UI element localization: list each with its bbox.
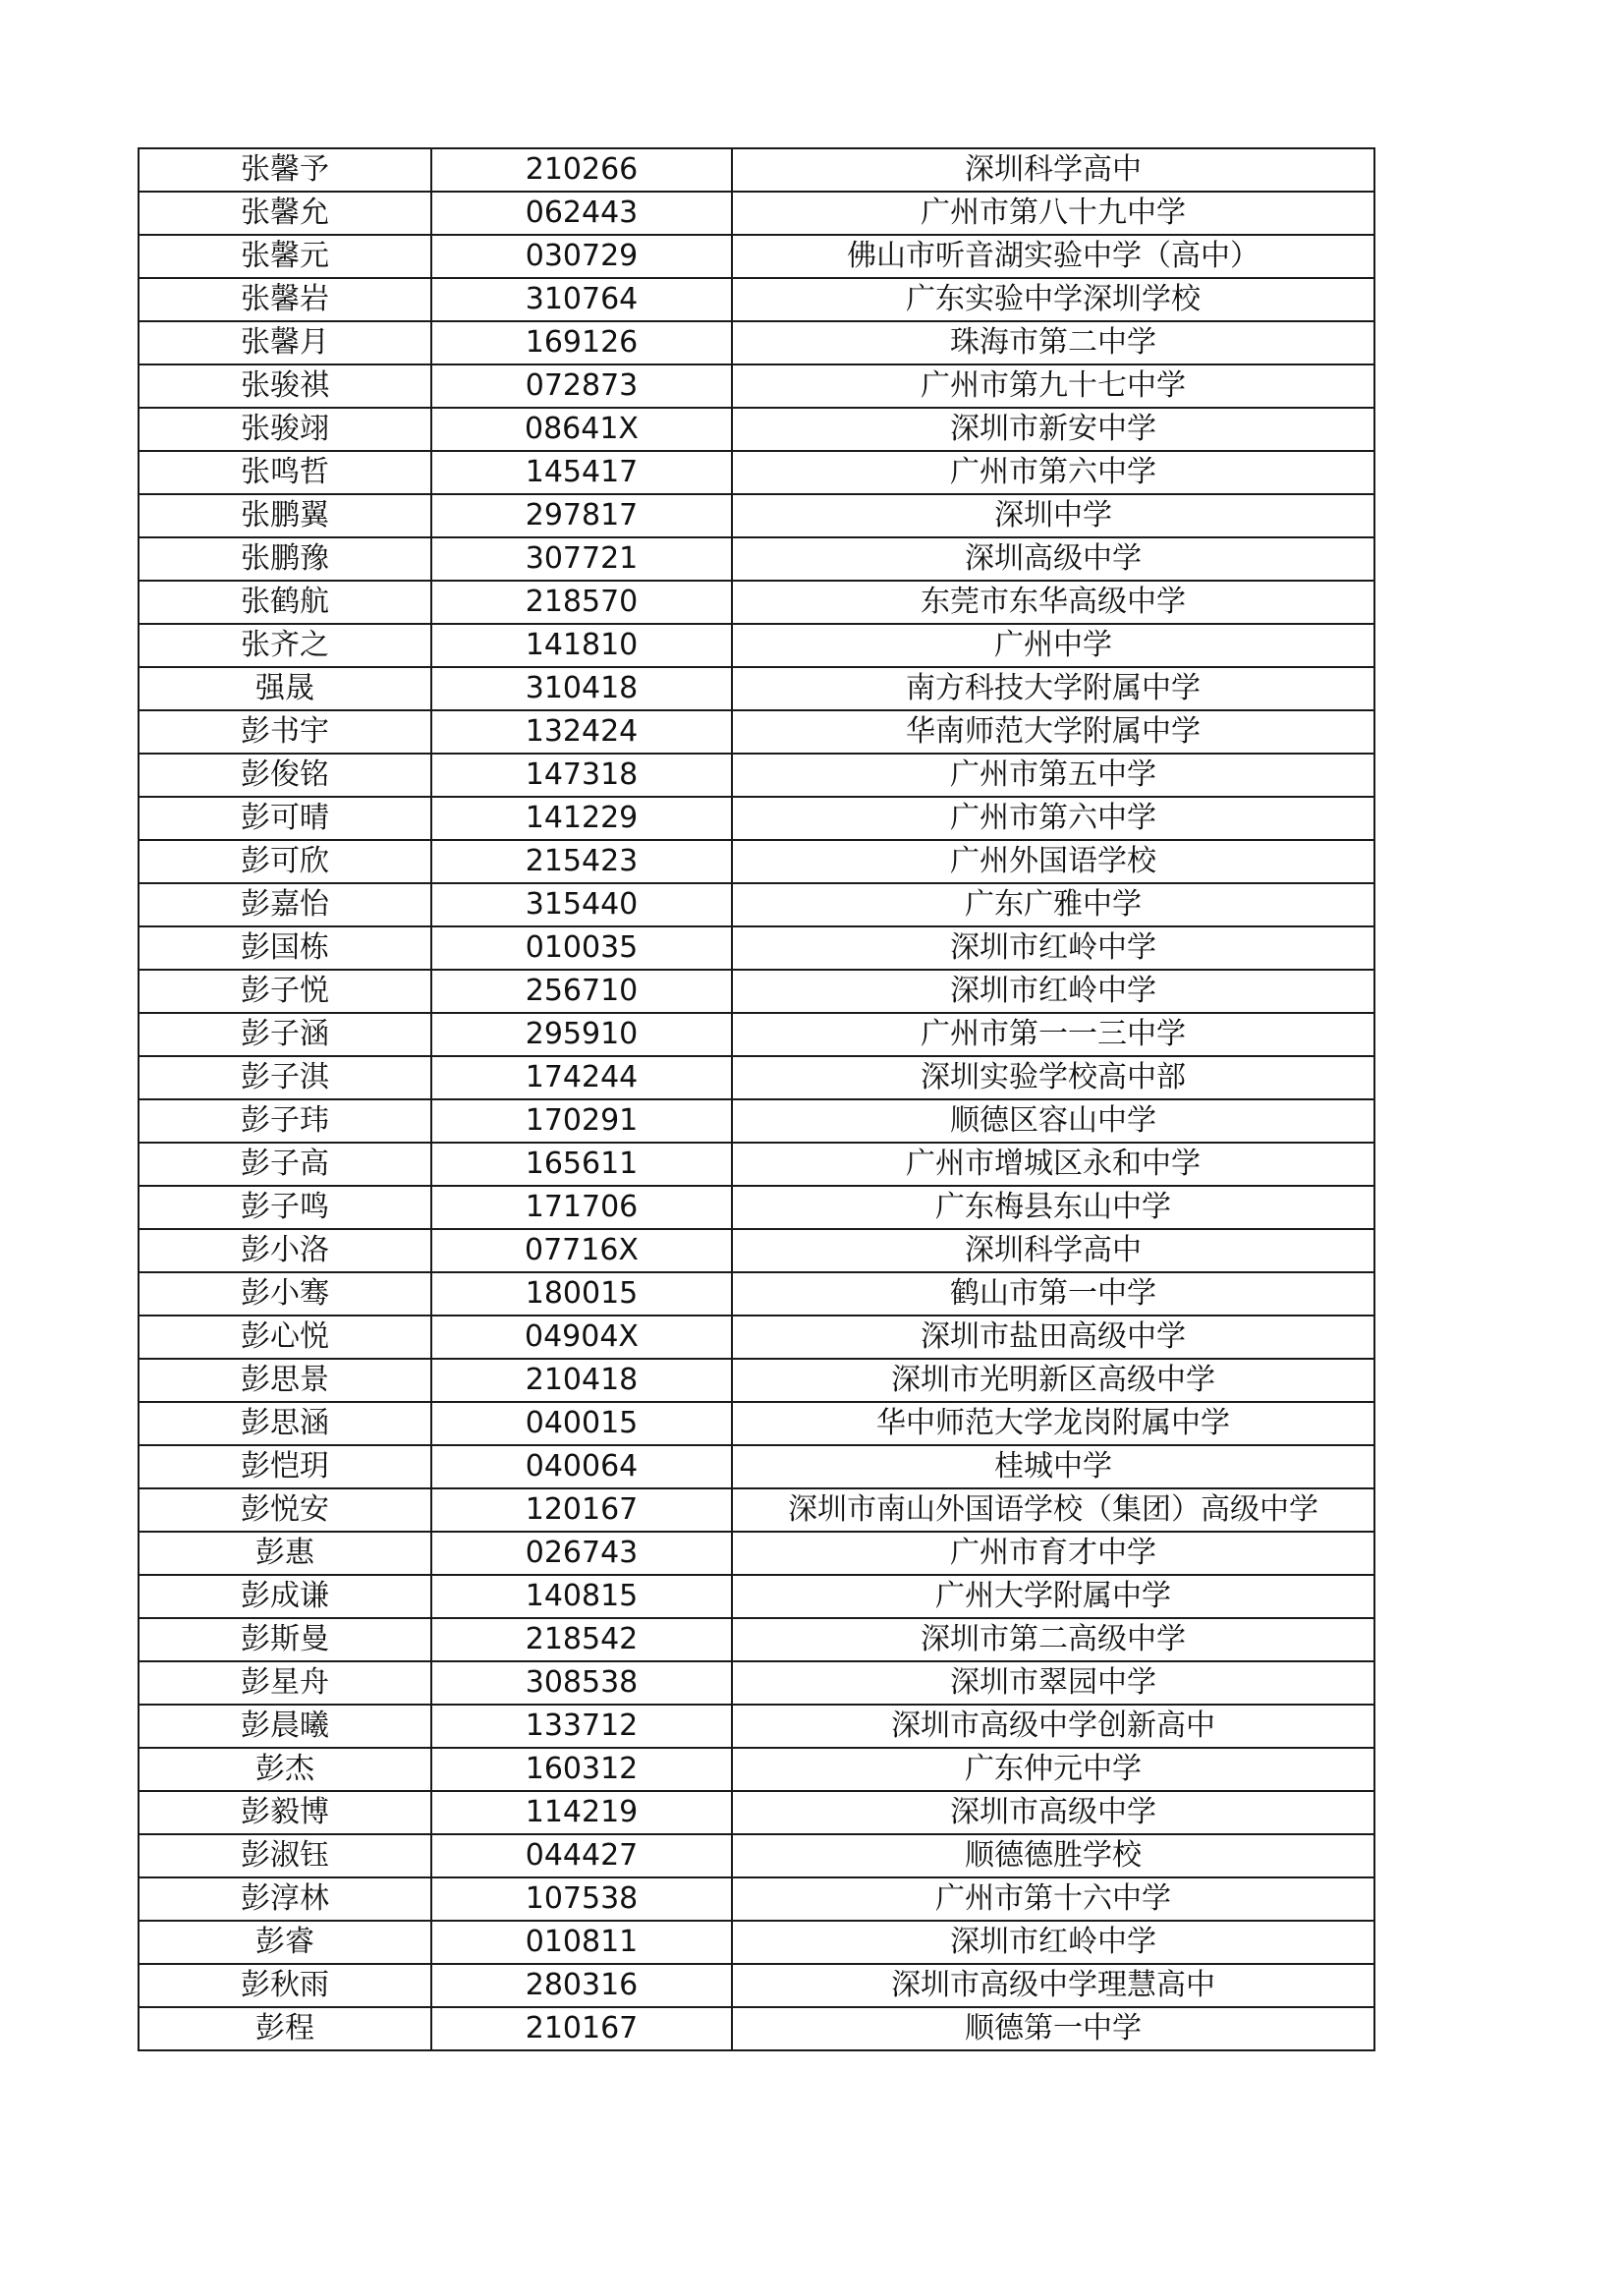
student-id-cell: 132424: [431, 710, 732, 754]
table-row: [139, 1099, 1374, 1143]
school-name-cell: 广州市第五中学: [732, 754, 1374, 797]
school-name-cell: 广东广雅中学: [732, 883, 1374, 926]
school-name-cell: 深圳实验学校高中部: [732, 1056, 1374, 1099]
student-id-cell: 040064: [431, 1445, 732, 1488]
table-row: [139, 1229, 1374, 1272]
student-id-cell: 010811: [431, 1921, 732, 1964]
student-id-cell: 114219: [431, 1791, 732, 1834]
table-row: [139, 494, 1374, 537]
student-id-cell: 165611: [431, 1143, 732, 1186]
table-row: [139, 537, 1374, 581]
student-name-cell: 彭思涵: [139, 1402, 431, 1445]
student-name-cell: 彭程: [139, 2007, 431, 2050]
student-id-cell: 04904X: [431, 1316, 732, 1359]
student-name-cell: 彭可晴: [139, 797, 431, 840]
student-name-cell: 强晟: [139, 667, 431, 710]
school-name-cell: 深圳市光明新区高级中学: [732, 1359, 1374, 1402]
student-name-cell: 彭恺玥: [139, 1445, 431, 1488]
student-name-cell: 张鹏翼: [139, 494, 431, 537]
school-name-cell: 深圳市高级中学创新高中: [732, 1705, 1374, 1748]
student-id-cell: 030729: [431, 235, 732, 278]
student-id-cell: 174244: [431, 1056, 732, 1099]
student-roster-table: [138, 147, 1375, 2051]
student-name-cell: 张鸣哲: [139, 451, 431, 494]
student-name-cell: 彭子高: [139, 1143, 431, 1186]
school-name-cell: 广州市第一一三中学: [732, 1013, 1374, 1056]
student-id-cell: 215423: [431, 840, 732, 883]
student-id-cell: 026743: [431, 1532, 732, 1575]
school-name-cell: 深圳市南山外国语学校（集团）高级中学: [732, 1488, 1374, 1532]
student-name-cell: 彭子淇: [139, 1056, 431, 1099]
student-id-cell: 107538: [431, 1877, 732, 1921]
table-row: [139, 1921, 1374, 1964]
school-name-cell: 深圳市高级中学: [732, 1791, 1374, 1834]
school-name-cell: 深圳市红岭中学: [732, 926, 1374, 970]
student-name-cell: 张鹏豫: [139, 537, 431, 581]
table-row: [139, 1575, 1374, 1618]
student-name-cell: 彭睿: [139, 1921, 431, 1964]
student-name-cell: 彭惠: [139, 1532, 431, 1575]
student-id-cell: 210418: [431, 1359, 732, 1402]
table-row: [139, 926, 1374, 970]
table-row: [139, 2007, 1374, 2050]
school-name-cell: 顺德第一中学: [732, 2007, 1374, 2050]
school-name-cell: 深圳科学高中: [732, 1229, 1374, 1272]
student-id-cell: 044427: [431, 1834, 732, 1877]
table-row: [139, 1445, 1374, 1488]
student-id-cell: 295910: [431, 1013, 732, 1056]
school-name-cell: 广州市第九十七中学: [732, 364, 1374, 408]
table-row: [139, 1359, 1374, 1402]
student-id-cell: 140815: [431, 1575, 732, 1618]
table-row: [139, 883, 1374, 926]
student-name-cell: 彭可欣: [139, 840, 431, 883]
student-id-cell: 147318: [431, 754, 732, 797]
table-row: [139, 148, 1374, 192]
student-id-cell: 133712: [431, 1705, 732, 1748]
student-id-cell: 180015: [431, 1272, 732, 1316]
table-row: [139, 624, 1374, 667]
student-id-cell: 256710: [431, 970, 732, 1013]
school-name-cell: 南方科技大学附属中学: [732, 667, 1374, 710]
school-name-cell: 深圳市翠园中学: [732, 1661, 1374, 1705]
student-name-cell: 彭书宇: [139, 710, 431, 754]
student-name-cell: 彭俊铭: [139, 754, 431, 797]
school-name-cell: 深圳市新安中学: [732, 408, 1374, 451]
school-name-cell: 广州市第十六中学: [732, 1877, 1374, 1921]
school-name-cell: 深圳中学: [732, 494, 1374, 537]
student-name-cell: 彭淑钰: [139, 1834, 431, 1877]
table-row: [139, 1705, 1374, 1748]
school-name-cell: 深圳市红岭中学: [732, 1921, 1374, 1964]
student-name-cell: 张鹤航: [139, 581, 431, 624]
student-name-cell: 彭小洛: [139, 1229, 431, 1272]
school-name-cell: 广州外国语学校: [732, 840, 1374, 883]
table-row: [139, 1532, 1374, 1575]
school-name-cell: 深圳科学高中: [732, 148, 1374, 192]
table-row: [139, 581, 1374, 624]
student-name-cell: 彭嘉怡: [139, 883, 431, 926]
student-name-cell: 彭子鸣: [139, 1186, 431, 1229]
student-id-cell: 062443: [431, 192, 732, 235]
school-name-cell: 广东梅县东山中学: [732, 1186, 1374, 1229]
student-name-cell: 彭悦安: [139, 1488, 431, 1532]
school-name-cell: 广州市增城区永和中学: [732, 1143, 1374, 1186]
student-name-cell: 彭思景: [139, 1359, 431, 1402]
student-name-cell: 彭国栋: [139, 926, 431, 970]
school-name-cell: 珠海市第二中学: [732, 321, 1374, 364]
student-id-cell: 07716X: [431, 1229, 732, 1272]
student-id-cell: 210266: [431, 148, 732, 192]
student-name-cell: 彭星舟: [139, 1661, 431, 1705]
table-row: [139, 754, 1374, 797]
student-name-cell: 彭杰: [139, 1748, 431, 1791]
table-row: [139, 451, 1374, 494]
student-id-cell: 040015: [431, 1402, 732, 1445]
table-row: [139, 1618, 1374, 1661]
school-name-cell: 广州市育才中学: [732, 1532, 1374, 1575]
student-id-cell: 169126: [431, 321, 732, 364]
school-name-cell: 广州市第六中学: [732, 451, 1374, 494]
student-name-cell: 彭毅博: [139, 1791, 431, 1834]
student-name-cell: 彭斯曼: [139, 1618, 431, 1661]
school-name-cell: 深圳高级中学: [732, 537, 1374, 581]
student-id-cell: 141810: [431, 624, 732, 667]
student-name-cell: 张馨予: [139, 148, 431, 192]
student-name-cell: 张馨岩: [139, 278, 431, 321]
table-row: [139, 192, 1374, 235]
table-row: [139, 710, 1374, 754]
table-row: [139, 1748, 1374, 1791]
student-id-cell: 308538: [431, 1661, 732, 1705]
school-name-cell: 广东实验中学深圳学校: [732, 278, 1374, 321]
table-row: [139, 1186, 1374, 1229]
table-row: [139, 235, 1374, 278]
table-row: [139, 364, 1374, 408]
school-name-cell: 华中师范大学龙岗附属中学: [732, 1402, 1374, 1445]
table-row: [139, 278, 1374, 321]
student-id-cell: 08641X: [431, 408, 732, 451]
school-name-cell: 桂城中学: [732, 1445, 1374, 1488]
school-name-cell: 深圳市第二高级中学: [732, 1618, 1374, 1661]
student-id-cell: 210167: [431, 2007, 732, 2050]
table-row: [139, 1272, 1374, 1316]
school-name-cell: 广东仲元中学: [732, 1748, 1374, 1791]
student-id-cell: 171706: [431, 1186, 732, 1229]
school-name-cell: 广州大学附属中学: [732, 1575, 1374, 1618]
student-name-cell: 张骏翊: [139, 408, 431, 451]
student-id-cell: 218570: [431, 581, 732, 624]
student-name-cell: 彭成谦: [139, 1575, 431, 1618]
table-row: [139, 1661, 1374, 1705]
student-name-cell: 彭晨曦: [139, 1705, 431, 1748]
school-name-cell: 深圳市高级中学理慧高中: [732, 1964, 1374, 2007]
student-id-cell: 307721: [431, 537, 732, 581]
table-row: [139, 1013, 1374, 1056]
student-id-cell: 010035: [431, 926, 732, 970]
student-id-cell: 297817: [431, 494, 732, 537]
school-name-cell: 佛山市听音湖实验中学（高中）: [732, 235, 1374, 278]
table-row: [139, 797, 1374, 840]
student-name-cell: 彭子涵: [139, 1013, 431, 1056]
school-name-cell: 广州市第八十九中学: [732, 192, 1374, 235]
student-id-cell: 170291: [431, 1099, 732, 1143]
student-name-cell: 彭秋雨: [139, 1964, 431, 2007]
school-name-cell: 东莞市东华高级中学: [732, 581, 1374, 624]
school-name-cell: 顺德德胜学校: [732, 1834, 1374, 1877]
table-row: [139, 1056, 1374, 1099]
table-row: [139, 321, 1374, 364]
table-row: [139, 408, 1374, 451]
student-name-cell: 彭子悦: [139, 970, 431, 1013]
table-row: [139, 667, 1374, 710]
student-name-cell: 彭心悦: [139, 1316, 431, 1359]
school-name-cell: 深圳市红岭中学: [732, 970, 1374, 1013]
table-row: [139, 1316, 1374, 1359]
student-name-cell: 彭小骞: [139, 1272, 431, 1316]
student-id-cell: 310764: [431, 278, 732, 321]
school-name-cell: 深圳市盐田高级中学: [732, 1316, 1374, 1359]
student-id-cell: 072873: [431, 364, 732, 408]
table-row: [139, 1877, 1374, 1921]
school-name-cell: 广州市第六中学: [732, 797, 1374, 840]
student-id-cell: 160312: [431, 1748, 732, 1791]
table-row: [139, 1791, 1374, 1834]
student-id-cell: 145417: [431, 451, 732, 494]
table-row: [139, 840, 1374, 883]
school-name-cell: 鹤山市第一中学: [732, 1272, 1374, 1316]
roster-body: [139, 148, 1374, 2050]
school-name-cell: 广州中学: [732, 624, 1374, 667]
table-row: [139, 1402, 1374, 1445]
student-id-cell: 141229: [431, 797, 732, 840]
student-name-cell: 彭淳林: [139, 1877, 431, 1921]
student-name-cell: 张齐之: [139, 624, 431, 667]
table-row: [139, 1964, 1374, 2007]
student-name-cell: 张骏祺: [139, 364, 431, 408]
student-name-cell: 张馨允: [139, 192, 431, 235]
student-id-cell: 315440: [431, 883, 732, 926]
student-name-cell: 彭子玮: [139, 1099, 431, 1143]
table-row: [139, 1834, 1374, 1877]
student-id-cell: 310418: [431, 667, 732, 710]
student-name-cell: 张馨元: [139, 235, 431, 278]
student-name-cell: 张馨月: [139, 321, 431, 364]
school-name-cell: 顺德区容山中学: [732, 1099, 1374, 1143]
school-name-cell: 华南师范大学附属中学: [732, 710, 1374, 754]
student-id-cell: 218542: [431, 1618, 732, 1661]
table-row: [139, 970, 1374, 1013]
student-id-cell: 120167: [431, 1488, 732, 1532]
table-row: [139, 1488, 1374, 1532]
table-row: [139, 1143, 1374, 1186]
student-id-cell: 280316: [431, 1964, 732, 2007]
